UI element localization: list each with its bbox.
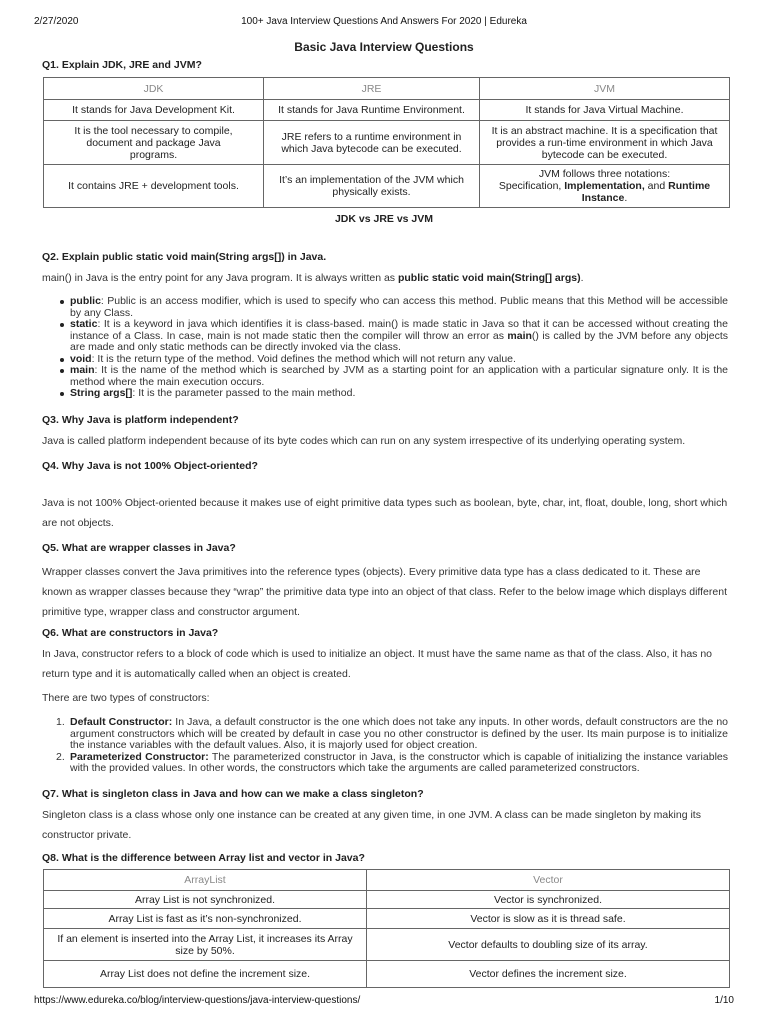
table-cell: Array List is fast as it’s non-synchronized. <box>44 909 367 929</box>
table-header: JDK <box>44 78 264 100</box>
table-header: ArrayList <box>44 870 367 891</box>
question-heading: Q4. Why Java is not 100% Object-oriented? <box>42 460 258 472</box>
table-header: JRE <box>264 78 480 100</box>
table-cell-jvm-notations: JVM follows three notations: Specification, Implementation, and Runtime Instance. <box>480 165 730 208</box>
answer-text: Singleton class is a class whose only one instance can be created at any given time, in one JVM. A class can be made singleton by making its constructor private. <box>42 809 701 841</box>
table-cell: It is the tool necessary to compile, document and package Java programs. <box>44 121 264 165</box>
answer-text: There are two types of constructors: <box>42 692 210 704</box>
question-heading: Q8. What is the difference between Array list and vector in Java? <box>42 852 365 864</box>
table-cell: It is an abstract machine. It is a specification that provides a run-time environment in which Java bytecode can be executed. <box>480 121 730 165</box>
jdk-jre-jvm-table <box>43 77 730 208</box>
list-item: static: It is a keyword in java which identifies it is class-based. main() is made static in Java so that it can be accessed without creating the instance of a Class. In case, main is not made static then the compiler will throw an error as main() is called by the JVM before any objects are made and only static methods can be directly invoked via the class. <box>70 318 728 353</box>
question-heading: Q3. Why Java is platform independent? <box>42 414 239 426</box>
question-heading: Q2. Explain public static void main(String args[]) in Java. <box>42 251 327 263</box>
list-item: String args[]: It is the parameter passed to the main method. <box>70 388 728 400</box>
table-cell: Vector defines the increment size. <box>367 961 730 988</box>
table-cell: Array List is not synchronized. <box>44 891 367 909</box>
question-heading: Q7. What is singleton class in Java and how can we make a class singleton? <box>42 788 424 800</box>
table-header: Vector <box>367 870 730 891</box>
answer-text: Java is not 100% Object-oriented because it makes use of eight primitive data types such as boolean, byte, char, int, float, double, long, short which are not objects. <box>42 497 728 529</box>
question-heading: Q5. What are wrapper classes in Java? <box>42 542 236 554</box>
answer-text: Java is called platform independent because of its byte codes which can run on any system irrespective of its underlying operating system. <box>42 435 686 447</box>
question-heading: Q1. Explain JDK, JRE and JVM? <box>42 59 202 71</box>
list-item: main: It is the name of the method which is searched by JVM as a starting point for an application with a particular signature only. It is the method where the main execution occurs. <box>70 364 728 388</box>
question-heading: Q6. What are constructors in Java? <box>42 627 219 639</box>
list-item: public: Public is an access modifier, which is used to specify who can access this method. Public means that this Method will be accessible by any Class. <box>70 295 728 319</box>
footer-url: https://www.edureka.co/blog/interview-questions/java-interview-questions/ <box>34 995 361 1006</box>
arraylist-vector-table <box>43 869 730 988</box>
table-cell: Array List does not define the increment size. <box>44 961 367 988</box>
table-cell: JRE refers to a runtime environment in which Java bytecode can be executed. <box>264 121 480 165</box>
page-title: Basic Java Interview Questions <box>294 40 474 54</box>
constructor-types-list <box>42 717 728 775</box>
table-header: JVM <box>480 78 730 100</box>
table-cell: Vector is slow as it is thread safe. <box>367 909 730 929</box>
print-title: 100+ Java Interview Questions And Answers For 2020 | Edureka <box>241 16 527 27</box>
table-cell: It stands for Java Runtime Environment. <box>264 100 480 121</box>
list-item: void: It is the return type of the method. Void defines the method which will not return any value. <box>70 354 728 366</box>
answer-text: main() in Java is the entry point for any Java program. It is always written as public static void main(String[] args). <box>42 272 584 284</box>
answer-text: Wrapper classes convert the Java primitives into the reference types (objects). Every primitive data type has a class dedicated to it. These are known as wrapper classes because they “wrap” the primitive data type into an object of that class. Refer to the below image which displays different primitive type, wrapper class and constructor argument. <box>42 566 727 618</box>
table-cell: It contains JRE + development tools. <box>44 165 264 208</box>
table-cell: If an element is inserted into the Array List, it increases its Array size by 50%. <box>44 929 367 961</box>
print-date: 2/27/2020 <box>34 16 79 27</box>
list-item: 1. Default Constructor: In Java, a default constructor is the one which does not take any inputs. In other words, default constructors are the no argument constructors which will be created by default in case you no other constructor is defined by the user. Its main purpose is to initialize the instance variables with the default values. Also, it is majorly used for object creation. <box>56 716 729 751</box>
list-item: 2. Parameterized Constructor: The parameterized constructor in Java, is the constructor which is capable of initializing the instance variables with the provided values. In other words, the constructors which take the arguments are called parameterized constructors. <box>56 750 728 774</box>
page-number: 1/10 <box>714 995 734 1006</box>
table-cell: It stands for Java Virtual Machine. <box>480 100 730 121</box>
table-cell: Vector defaults to doubling size of its array. <box>367 929 730 961</box>
table-cell: It stands for Java Development Kit. <box>44 100 264 121</box>
main-method-list <box>42 296 728 400</box>
table-caption: JDK vs JRE vs JVM <box>334 213 434 225</box>
table-cell: It’s an implementation of the JVM which physically exists. <box>264 165 480 208</box>
answer-text: In Java, constructor refers to a block of code which is used to initialize an object. It must have the same name as that of the class. Also, it has no return type and it is automatically called when an object is created. <box>42 648 713 680</box>
table-cell: Vector is synchronized. <box>367 891 730 909</box>
